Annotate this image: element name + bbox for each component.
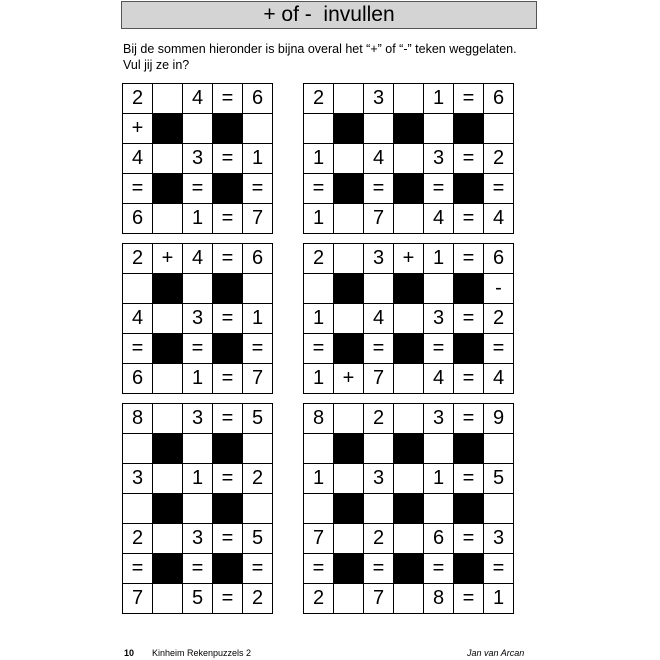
puzzle-cell: 5 [243, 524, 273, 554]
puzzle-cell: = [454, 204, 484, 234]
footer-book-title: Kinheim Rekenpuzzels 2 [152, 648, 252, 658]
puzzle-cell: 3 [484, 524, 514, 554]
puzzle-row [304, 464, 514, 494]
black-cell [394, 554, 424, 584]
puzzle-cell: = [484, 334, 514, 364]
puzzle-cell: = [213, 304, 243, 334]
blank-cell[interactable] [334, 464, 364, 494]
black-cell [334, 334, 364, 364]
puzzle-cell: = [213, 404, 243, 434]
blank-cell[interactable] [304, 494, 334, 524]
black-cell [394, 114, 424, 144]
puzzle-row [123, 204, 273, 234]
blank-cell[interactable] [153, 304, 183, 334]
puzzle-cell: = [364, 174, 394, 204]
puzzle-cell: 6 [243, 84, 273, 114]
puzzle-row [123, 274, 273, 304]
puzzle-cell: 4 [183, 84, 213, 114]
blank-cell[interactable] [183, 274, 213, 304]
blank-cell[interactable] [153, 584, 183, 614]
puzzle-cell: = [454, 464, 484, 494]
blank-cell[interactable] [243, 114, 273, 144]
puzzle-cell: 8 [123, 404, 153, 434]
puzzle-cell: 3 [424, 404, 454, 434]
puzzle-row [123, 464, 273, 494]
puzzle-cell: = [213, 464, 243, 494]
puzzle-cell: 1 [243, 144, 273, 174]
puzzle-cell: 8 [304, 404, 334, 434]
puzzle-cell: 1 [424, 464, 454, 494]
puzzle-row [304, 304, 514, 334]
puzzle-grid-6 [303, 403, 514, 614]
blank-cell[interactable] [364, 274, 394, 304]
puzzle-cell: 2 [304, 84, 334, 114]
puzzle-cell: = [123, 174, 153, 204]
black-cell [153, 114, 183, 144]
blank-cell[interactable] [394, 304, 424, 334]
puzzle-row [304, 434, 514, 464]
black-cell [213, 494, 243, 524]
puzzle-row [304, 364, 514, 394]
puzzle-cell: 4 [364, 144, 394, 174]
puzzle-cell: 4 [123, 304, 153, 334]
puzzle-cell: 5 [243, 404, 273, 434]
puzzle-cell: = [213, 584, 243, 614]
puzzle-cell: = [454, 404, 484, 434]
black-cell [213, 554, 243, 584]
puzzle-cell: = [454, 144, 484, 174]
blank-cell[interactable] [183, 494, 213, 524]
black-cell [454, 274, 484, 304]
blank-cell[interactable] [484, 494, 514, 524]
puzzle-cell: 1 [183, 364, 213, 394]
puzzle-cell: 1 [484, 584, 514, 614]
footer-page-number: 10 [124, 648, 135, 658]
puzzle-cell: 1 [183, 204, 213, 234]
blank-cell[interactable] [334, 144, 364, 174]
puzzle-row [123, 304, 273, 334]
black-cell [213, 334, 243, 364]
puzzle-cell: = [454, 524, 484, 554]
puzzle-cell: 7 [243, 204, 273, 234]
puzzle-row [123, 174, 273, 204]
puzzle-cell: 1 [304, 304, 334, 334]
puzzle-row [304, 494, 514, 524]
puzzle-row [123, 244, 273, 274]
puzzle-row [304, 174, 514, 204]
puzzle-cell: 1 [304, 144, 334, 174]
puzzle-cell: 3 [183, 304, 213, 334]
blank-cell[interactable] [394, 84, 424, 114]
instructions-line-2: Vul jij ze in? [123, 58, 190, 72]
black-cell [454, 334, 484, 364]
blank-cell[interactable] [394, 584, 424, 614]
puzzle-cell: 6 [424, 524, 454, 554]
puzzle-cell: 3 [183, 144, 213, 174]
blank-cell[interactable] [394, 204, 424, 234]
puzzle-row [123, 404, 273, 434]
puzzle-cell: 9 [484, 404, 514, 434]
black-cell [334, 554, 364, 584]
puzzle-cell: 3 [364, 84, 394, 114]
puzzle-cell: 4 [484, 204, 514, 234]
puzzle-cell: = [213, 144, 243, 174]
puzzle-cell: + [334, 364, 364, 394]
black-cell [213, 274, 243, 304]
puzzle-cell: 2 [364, 404, 394, 434]
puzzle-cell: 5 [183, 584, 213, 614]
puzzle-cell: 4 [183, 244, 213, 274]
puzzle-cell: 7 [364, 364, 394, 394]
puzzle-cell: + [153, 244, 183, 274]
puzzle-row [304, 144, 514, 174]
black-cell [394, 174, 424, 204]
black-cell [153, 554, 183, 584]
black-cell [213, 114, 243, 144]
black-cell [213, 434, 243, 464]
puzzle-row [123, 84, 273, 114]
blank-cell[interactable] [424, 494, 454, 524]
puzzle-cell: = [454, 364, 484, 394]
puzzle-cell: 3 [183, 404, 213, 434]
puzzle-cell: = [424, 554, 454, 584]
puzzle-cell: + [123, 114, 153, 144]
puzzle-cell: = [454, 584, 484, 614]
blank-cell[interactable] [334, 404, 364, 434]
puzzle-cell: 1 [304, 204, 334, 234]
blank-cell[interactable] [424, 114, 454, 144]
puzzle-cell: 1 [304, 464, 334, 494]
puzzle-row [123, 434, 273, 464]
puzzle-cell: 2 [243, 584, 273, 614]
puzzle-row [304, 554, 514, 584]
puzzle-cell: 1 [304, 364, 334, 394]
blank-cell[interactable] [183, 114, 213, 144]
puzzle-row [304, 114, 514, 144]
puzzle-cell: 3 [123, 464, 153, 494]
puzzle-cell: 7 [364, 204, 394, 234]
black-cell [454, 494, 484, 524]
puzzle-cell: 7 [123, 584, 153, 614]
puzzle-row [123, 554, 273, 584]
blank-cell[interactable] [153, 364, 183, 394]
black-cell [153, 434, 183, 464]
puzzle-cell: = [484, 174, 514, 204]
blank-cell[interactable] [394, 464, 424, 494]
puzzle-cell: = [183, 174, 213, 204]
puzzle-cell: = [123, 554, 153, 584]
puzzle-cell: 2 [304, 584, 334, 614]
puzzle-row [123, 494, 273, 524]
puzzle-cell: = [364, 554, 394, 584]
puzzle-row [123, 144, 273, 174]
black-cell [394, 494, 424, 524]
blank-cell[interactable] [424, 434, 454, 464]
instructions [123, 41, 543, 73]
puzzle-cell: 2 [484, 144, 514, 174]
puzzle-cell: = [304, 554, 334, 584]
puzzle-cell: 8 [424, 584, 454, 614]
puzzle-cell: = [454, 304, 484, 334]
puzzle-cell: 2 [484, 304, 514, 334]
puzzle-cell: 7 [243, 364, 273, 394]
blank-cell[interactable] [394, 524, 424, 554]
puzzle-cell: 7 [364, 584, 394, 614]
blank-cell[interactable] [153, 404, 183, 434]
black-cell [153, 334, 183, 364]
blank-cell[interactable] [153, 524, 183, 554]
blank-cell[interactable] [484, 434, 514, 464]
puzzle-cell: 3 [424, 304, 454, 334]
puzzle-cell: = [213, 84, 243, 114]
black-cell [213, 174, 243, 204]
puzzle-grid-5 [122, 403, 273, 614]
black-cell [454, 554, 484, 584]
puzzle-cell: = [484, 554, 514, 584]
black-cell [454, 114, 484, 144]
puzzle-cell: = [243, 174, 273, 204]
black-cell [394, 274, 424, 304]
blank-cell[interactable] [484, 114, 514, 144]
puzzle-cell: 1 [424, 244, 454, 274]
puzzle-cell: = [454, 84, 484, 114]
puzzle-cell: 6 [243, 244, 273, 274]
puzzle-cell: = [304, 334, 334, 364]
puzzle-cell: 2 [123, 524, 153, 554]
blank-cell[interactable] [153, 144, 183, 174]
puzzle-row [123, 364, 273, 394]
puzzle-cell: 3 [364, 464, 394, 494]
puzzle-row [304, 244, 514, 274]
blank-cell[interactable] [123, 274, 153, 304]
puzzle-row [123, 524, 273, 554]
puzzle-cell: 1 [183, 464, 213, 494]
blank-cell[interactable] [153, 84, 183, 114]
puzzle-cell: 4 [123, 144, 153, 174]
black-cell [334, 274, 364, 304]
puzzle-cell: = [243, 334, 273, 364]
puzzle-cell: = [123, 334, 153, 364]
puzzle-row [123, 114, 273, 144]
puzzle-cell: = [213, 244, 243, 274]
puzzle-row [304, 524, 514, 554]
puzzle-cell: 4 [484, 364, 514, 394]
puzzle-cell: 2 [243, 464, 273, 494]
blank-cell[interactable] [304, 114, 334, 144]
blank-cell[interactable] [123, 434, 153, 464]
puzzle-cell: = [243, 554, 273, 584]
puzzle-cell: = [213, 364, 243, 394]
puzzle-cell: = [424, 174, 454, 204]
puzzle-cell: 2 [364, 524, 394, 554]
puzzle-cell: 2 [304, 244, 334, 274]
blank-cell[interactable] [394, 404, 424, 434]
black-cell [153, 494, 183, 524]
black-cell [334, 434, 364, 464]
puzzle-grid-2 [303, 83, 514, 234]
puzzle-row [304, 274, 514, 304]
blank-cell[interactable] [243, 494, 273, 524]
instructions-line-1: Bij de sommen hieronder is bijna overal het “+” of “-” teken weggelaten. [123, 42, 517, 56]
puzzle-cell: 1 [243, 304, 273, 334]
puzzle-row [123, 584, 273, 614]
puzzle-cell: 6 [484, 84, 514, 114]
puzzle-cell: = [213, 524, 243, 554]
puzzle-grid-1 [122, 83, 273, 234]
puzzle-cell: = [364, 334, 394, 364]
puzzle-cell: 2 [123, 84, 153, 114]
puzzle-cell: 4 [364, 304, 394, 334]
footer-author: Jan van Arcan [467, 648, 525, 658]
puzzle-grid-3 [122, 243, 273, 394]
puzzle-cell: 3 [364, 244, 394, 274]
black-cell [153, 274, 183, 304]
puzzle-cell: - [484, 274, 514, 304]
page-title: + of - invullen [121, 1, 537, 29]
black-cell [394, 334, 424, 364]
puzzle-cell: = [213, 204, 243, 234]
blank-cell[interactable] [334, 584, 364, 614]
blank-cell[interactable] [334, 84, 364, 114]
puzzle-cell: = [304, 174, 334, 204]
black-cell [454, 434, 484, 464]
puzzle-cell: 4 [424, 364, 454, 394]
puzzle-cell: = [183, 334, 213, 364]
blank-cell[interactable] [304, 274, 334, 304]
puzzle-row [123, 334, 273, 364]
black-cell [334, 494, 364, 524]
blank-cell[interactable] [153, 464, 183, 494]
blank-cell[interactable] [153, 204, 183, 234]
blank-cell[interactable] [394, 364, 424, 394]
puzzle-cell: 6 [123, 204, 153, 234]
black-cell [454, 174, 484, 204]
puzzle-row [304, 334, 514, 364]
puzzle-cell: 3 [424, 144, 454, 174]
blank-cell[interactable] [394, 144, 424, 174]
puzzle-cell: 5 [484, 464, 514, 494]
blank-cell[interactable] [364, 494, 394, 524]
blank-cell[interactable] [304, 434, 334, 464]
puzzle-grid-4 [303, 243, 514, 394]
black-cell [334, 174, 364, 204]
puzzle-cell: + [394, 244, 424, 274]
puzzle-cell: 7 [304, 524, 334, 554]
blank-cell[interactable] [334, 204, 364, 234]
black-cell [334, 114, 364, 144]
blank-cell[interactable] [364, 434, 394, 464]
black-cell [394, 434, 424, 464]
blank-cell[interactable] [334, 244, 364, 274]
puzzle-row [304, 404, 514, 434]
puzzle-cell: = [424, 334, 454, 364]
puzzle-cell: 1 [424, 84, 454, 114]
puzzle-row [304, 204, 514, 234]
blank-cell[interactable] [243, 434, 273, 464]
puzzle-cell: 6 [484, 244, 514, 274]
puzzle-row [304, 584, 514, 614]
blank-cell[interactable] [424, 274, 454, 304]
puzzle-cell: = [454, 244, 484, 274]
puzzle-cell: 4 [424, 204, 454, 234]
blank-cell[interactable] [243, 274, 273, 304]
blank-cell[interactable] [334, 524, 364, 554]
puzzle-cell: 3 [183, 524, 213, 554]
blank-cell[interactable] [123, 494, 153, 524]
puzzle-cell: 6 [123, 364, 153, 394]
blank-cell[interactable] [183, 434, 213, 464]
puzzle-cell: = [183, 554, 213, 584]
puzzle-row [304, 84, 514, 114]
black-cell [153, 174, 183, 204]
blank-cell[interactable] [364, 114, 394, 144]
blank-cell[interactable] [334, 304, 364, 334]
puzzle-cell: 2 [123, 244, 153, 274]
